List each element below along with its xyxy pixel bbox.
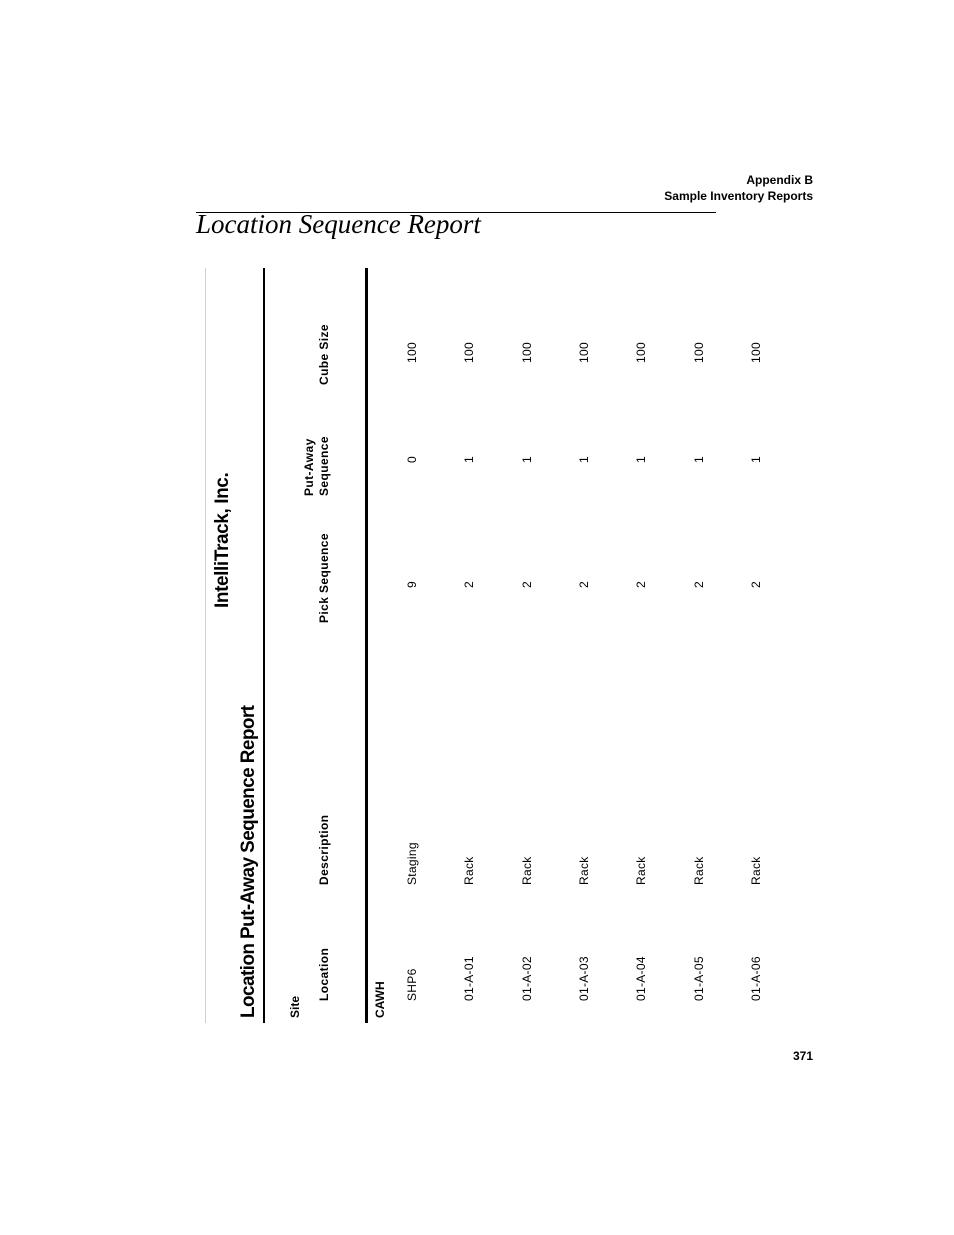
pick-sequence-cell: 9 [405,581,419,588]
page-title: Location Sequence Report [196,209,481,239]
putaway-sequence-cell: 1 [634,456,649,463]
putaway-sequence-cell: 0 [405,456,419,463]
description-cell: Rack [576,856,591,885]
cube-size-cell: 100 [462,342,477,363]
description-cell: Staging [405,842,419,885]
cube-size-cell: 100 [519,342,534,363]
putaway-sequence-cell: 1 [748,456,763,463]
putaway-sequence-header-line1: Put-Away [302,438,316,496]
pick-sequence-cell: 2 [519,581,534,588]
location-cell: 01-A-03 [576,956,591,1001]
report-company: IntelliTrack, Inc. [212,472,233,608]
report-sheet [205,268,765,1023]
putaway-sequence-cell: 1 [691,456,706,463]
pick-sequence-cell: 2 [576,581,591,588]
header-appendix: Appendix B [746,173,813,187]
description-cell: Rack [634,856,649,885]
pick-sequence-cell: 2 [634,581,649,588]
putaway-sequence-cell: 1 [462,456,477,463]
site-name: CAWH [373,981,387,1018]
location-cell: 01-A-05 [691,956,706,1001]
report-title: Location Put-Away Sequence Report [238,705,259,1018]
location-column-header: Location [317,947,331,1001]
running-header [664,172,813,204]
report-image [205,268,765,1023]
putaway-sequence-cell: 1 [576,456,591,463]
description-cell: Rack [691,856,706,885]
cube-size-cell: 100 [748,342,763,363]
page-number: 371 [792,1049,813,1063]
putaway-sequence-header-line2: Sequence [317,436,331,496]
location-cell: 01-A-06 [748,956,763,1001]
description-column-header: Description [317,814,331,885]
location-cell: SHP6 [405,968,419,1001]
description-cell: Rack [748,856,763,885]
location-cell: 01-A-02 [519,956,534,1001]
cube-size-column-header: Cube Size [317,324,331,385]
cube-size-cell: 100 [576,342,591,363]
cube-size-cell: 100 [691,342,706,363]
cube-size-cell: 100 [634,342,649,363]
header-section: Sample Inventory Reports [664,189,813,203]
pick-sequence-cell: 2 [462,581,477,588]
header-rule [365,268,368,1023]
site-column-label: Site [288,995,302,1018]
description-cell: Rack [519,856,534,885]
report-border [205,268,206,1023]
pick-sequence-column-header: Pick Sequence [317,533,331,623]
report-title-rule [263,268,265,1023]
pick-sequence-cell: 2 [691,581,706,588]
location-cell: 01-A-04 [634,956,649,1001]
pick-sequence-cell: 2 [748,581,763,588]
description-cell: Rack [462,856,477,885]
cube-size-cell: 100 [405,342,419,363]
location-cell: 01-A-01 [462,956,477,1001]
putaway-sequence-cell: 1 [519,456,534,463]
